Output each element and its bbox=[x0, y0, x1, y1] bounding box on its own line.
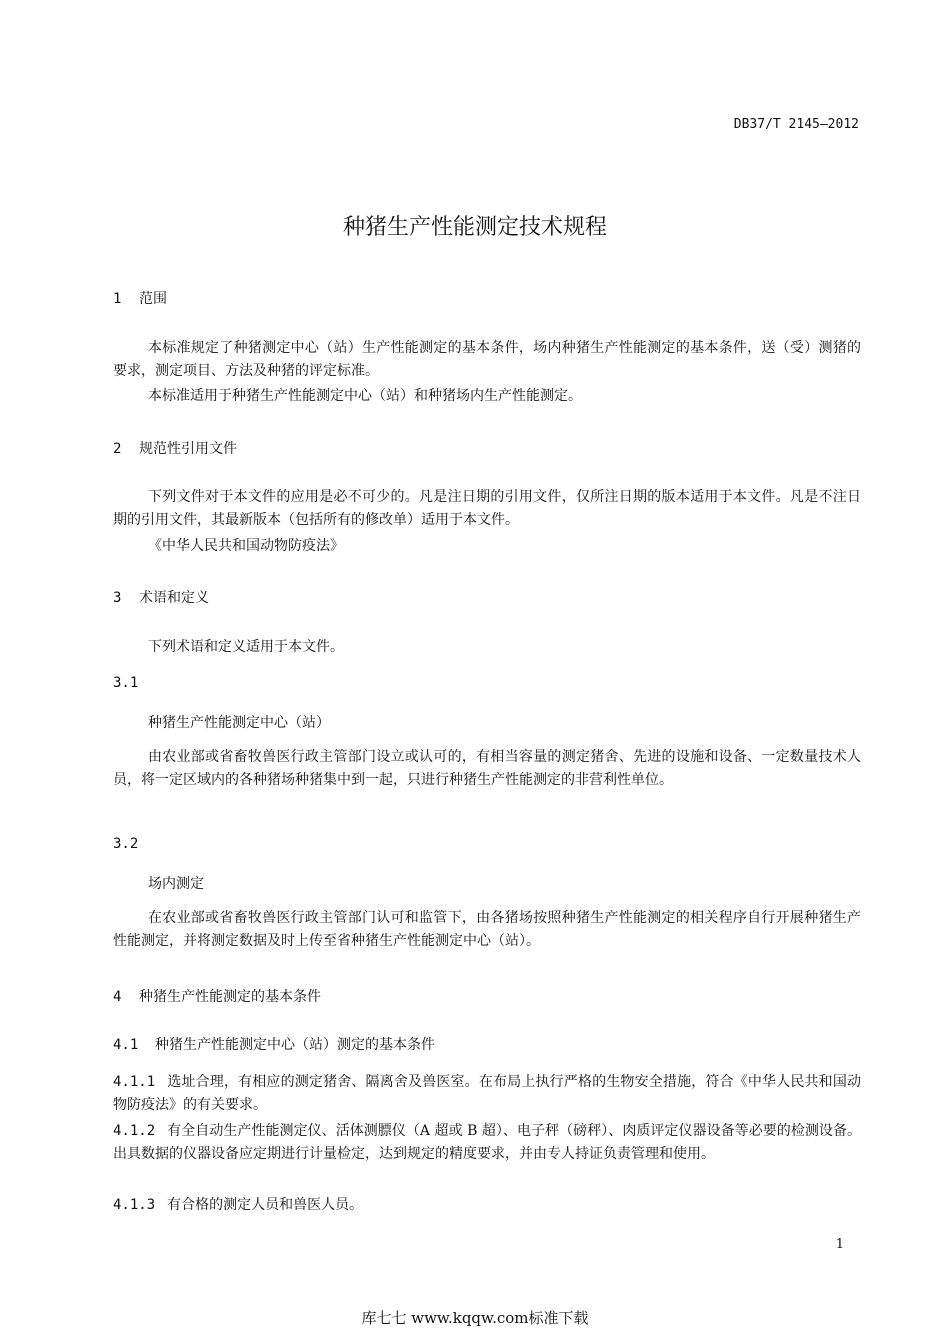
clause-text: 有合格的测定人员和兽医人员。 bbox=[167, 1197, 364, 1213]
clause-number: 4.1.1 bbox=[113, 1074, 156, 1090]
term-number: 3.1 bbox=[113, 675, 139, 691]
term-name: 场内测定 bbox=[148, 876, 204, 892]
clause-number: 4.1.3 bbox=[113, 1197, 156, 1213]
paragraph: 本标准适用于种猪生产性能测定中心（站）和种猪场内生产性能测定。 bbox=[148, 388, 582, 404]
standard-code: DB37/T 2145—2012 bbox=[733, 117, 859, 132]
section-4-heading bbox=[113, 986, 321, 1006]
section-title: 种猪生产性能测定的基本条件 bbox=[139, 989, 321, 1005]
section-title: 术语和定义 bbox=[139, 590, 209, 606]
page-title: 种猪生产性能测定技术规程 bbox=[342, 215, 607, 240]
subsection-4-1-heading bbox=[113, 1034, 435, 1054]
clause-4-1-2 bbox=[113, 1120, 861, 1166]
section-1-heading bbox=[113, 288, 167, 308]
referenced-document: 《中华人民共和国动物防疫法》 bbox=[148, 538, 344, 554]
subsection-number: 4.1 bbox=[113, 1037, 139, 1053]
paragraph: 下列文件对于本文件的应用是必不可少的。凡是注日期的引用文件，仅所注日期的版本适用于本文件。凡是不注日期的引用文件，其最新版本（包括所有的修改单）适用于本文件。 bbox=[113, 489, 861, 528]
term-definition: 在农业部或省畜牧兽医行政主管部门认可和监管下，由各猪场按照种猪生产性能测定的相关程序自行开展种猪生产性能测定，并将测定数据及时上传至省种猪生产性能测定中心（站）。 bbox=[113, 910, 861, 949]
section-title: 范围 bbox=[139, 291, 167, 307]
clause-text: 选址合理，有相应的测定猪舍、隔离舍及兽医室。在布局上执行严格的生物安全措施，符合《中华人民共和国动物防疫法》的有关要求。 bbox=[113, 1074, 861, 1113]
section-2-heading bbox=[113, 438, 237, 458]
paragraph: 下列术语和定义适用于本文件。 bbox=[148, 639, 344, 655]
clause-4-1-1 bbox=[113, 1071, 861, 1117]
section-3-heading bbox=[113, 587, 209, 607]
subsection-title: 种猪生产性能测定中心（站）测定的基本条件 bbox=[155, 1037, 435, 1053]
page-number: 1 bbox=[835, 1237, 844, 1252]
clause-4-1-3 bbox=[113, 1194, 861, 1217]
clause-text: 有全自动生产性能测定仪、活体测膘仪（A 超或 B 超）、电子秤（磅秤）、肉质评定仪器设备等必要的检测设备。出具数据的仪器设备应定期进行计量检定，达到规定的精度要求，并由专人持证负责管理和使用。 bbox=[113, 1123, 861, 1162]
section-number: 4 bbox=[113, 989, 122, 1005]
term-definition: 由农业部或省畜牧兽医行政主管部门设立或认可的，有相当容量的测定猪舍、先进的设施和设备、一定数量技术人员，将一定区域内的各种猪场种猪集中到一起，只进行种猪生产性能测定的非营利性单位。 bbox=[113, 749, 861, 788]
section-number: 1 bbox=[113, 291, 122, 307]
term-name: 种猪生产性能测定中心（站） bbox=[148, 715, 330, 731]
section-title: 规范性引用文件 bbox=[139, 441, 237, 457]
footer-watermark: 库七七 www.kqqw.com标准下载 bbox=[361, 1309, 589, 1327]
term-number: 3.2 bbox=[113, 836, 139, 852]
section-number: 2 bbox=[113, 441, 122, 457]
clause-number: 4.1.2 bbox=[113, 1123, 156, 1139]
paragraph: 本标准规定了种猪测定中心（站）生产性能测定的基本条件，场内种猪生产性能测定的基本条件，送（受）测猪的要求，测定项目、方法及种猪的评定标准。 bbox=[113, 340, 861, 379]
section-number: 3 bbox=[113, 590, 122, 606]
